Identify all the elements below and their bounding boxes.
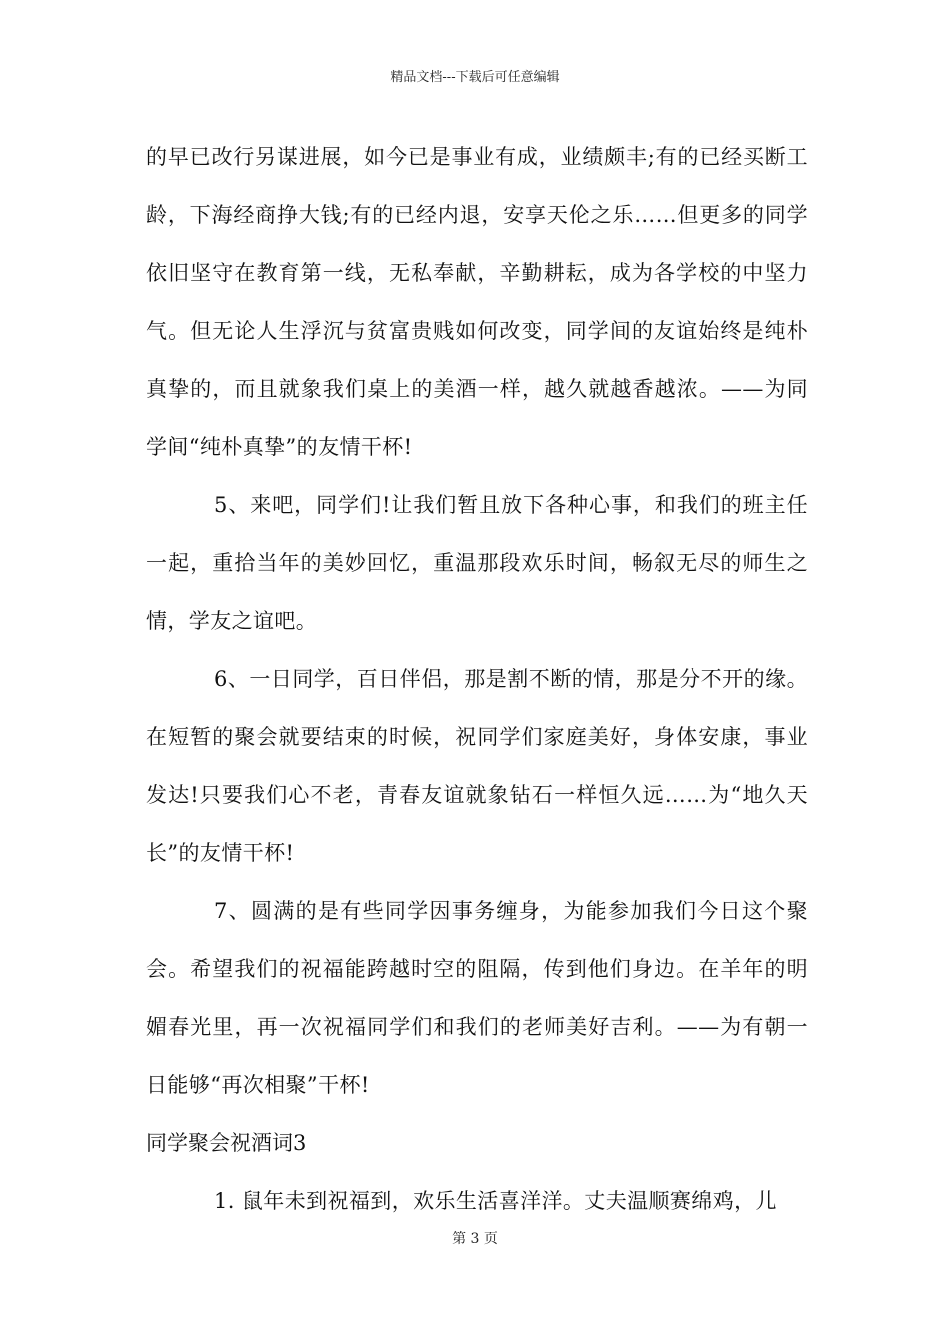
paragraph-item-6: 6、一日同学，百日伴侣，那是割不断的情，那是分不开的缘。在短暂的聚会就要结束的时候，祝同学们家庭美好，身体安康，事业发达!只要我们心不老，青春友谊就象钻石一样恒久远……为“地久天长”的友情干杯! bbox=[146, 667, 808, 865]
paragraph-item-7: 7、圆满的是有些同学因事务缠身，为能参加我们今日这个聚会。希望我们的祝福能跨越时空的阻隔，传到他们身边。在羊年的明媚春光里，再一次祝福同学们和我们的老师美好吉利。——为有朝一日能够“再次相聚”干杯! bbox=[146, 899, 808, 1097]
paragraph-item-5: 5、来吧，同学们!让我们暂且放下各种心事，和我们的班主任一起，重拾当年的美妙回忆，重温那段欢乐时间，畅叙无尽的师生之情，学友之谊吧。 bbox=[146, 493, 808, 633]
page-header: 精品文档---下载后可任意编辑 bbox=[390, 70, 560, 85]
paragraph-section-item-1: 1. 鼠年未到祝福到，欢乐生活喜洋洋。丈夫温顺赛绵鸡，儿 bbox=[214, 1189, 777, 1213]
section-title: 同学聚会祝酒词3 bbox=[146, 1131, 307, 1155]
page-number: 第 3 页 bbox=[452, 1231, 498, 1247]
document-body bbox=[146, 128, 808, 1230]
paragraph-continued: 的早已改行另谋进展，如今已是事业有成，业绩颇丰;有的已经买断工龄，下海经商挣大钱;有的已经内退，安享天伦之乐……但更多的同学依旧坚守在教育第一线，无私奉献，辛勤耕耘，成为各学校的中坚力气。但无论人生浮沉与贫富贵贱如何改变，同学间的友谊始终是纯朴真挚的，而且就象我们桌上的美酒一样，越久就越香越浓。——为同学间“纯朴真挚”的友情干杯! bbox=[146, 145, 808, 459]
